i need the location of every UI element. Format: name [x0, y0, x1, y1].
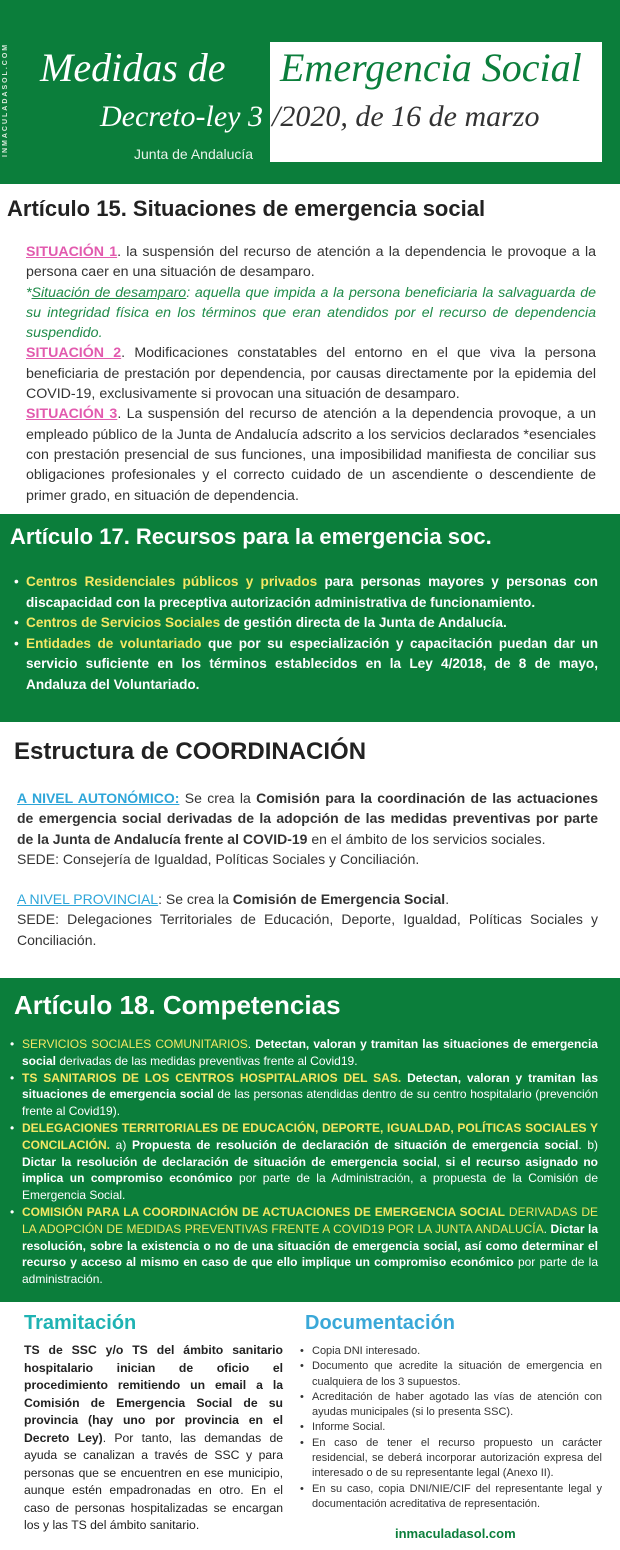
- paragraph: [26, 343, 596, 404]
- text-segment: : Se crea la: [158, 891, 233, 908]
- article-15-section: [0, 184, 620, 514]
- coordination-body: [17, 788, 598, 950]
- list-item: [12, 634, 598, 696]
- text-segment: por parte de la administración.: [22, 1255, 598, 1287]
- text-segment: para personas mayores y personas con discapacidad con la preceptiva autorización administrativa de funcionamiento.: [26, 574, 598, 610]
- text-segment: DERIVADAS DE LA ADOPCIÓN DE MEDIDAS PREVENTIVAS FRENTE A COVID19 POR LA JUNTA ANDALUCÍA: [22, 1204, 598, 1236]
- website-link[interactable]: inmaculadasol.com: [395, 1526, 516, 1541]
- article-15-body: [26, 242, 596, 506]
- label-link: A NIVEL AUTONÓMICO:: [17, 790, 180, 806]
- text-segment: Comisión de Emergencia Social: [232, 891, 446, 908]
- text-segment: . Modificaciones constatables del entorno en el que viva la persona beneficiaria de prestación por dependencia, por causas directamente por la epidemia del COVID-19, exclusivamente si provocan una situación de desamparo.: [26, 345, 596, 403]
- text-segment: Dictar la resolución de declaración de situación de emergencia social: [22, 1154, 437, 1169]
- list-item: [8, 1036, 598, 1070]
- text-segment: Comisión para la coordinación de las actuaciones de emergencia social derivadas de la adopción de las medidas preventivas por parte de la Junta de Andalucía frente al COVID-19: [17, 790, 598, 847]
- document-item: • En caso de tener el recurso propuesto un carácter residencial, se deberá incorporar autorización expresa del interesado o de su representante legal (Anexo II).: [298, 1436, 602, 1482]
- text-segment: TS SANITARIOS DE LOS CENTROS HOSPITALARIOS DEL SAS.: [22, 1070, 402, 1085]
- documentacion-list: [298, 1344, 602, 1512]
- paragraph: [26, 404, 596, 505]
- text-segment: .: [445, 891, 450, 908]
- text-segment: *: [26, 284, 32, 301]
- article-17-title: Artículo 17. Recursos para la emergencia soc.: [10, 524, 492, 549]
- label-link: A NIVEL PROVINCIAL: [17, 891, 159, 908]
- text-segment: derivadas de las medidas preventivas frente al Covid19.: [56, 1053, 358, 1068]
- paragraph: [17, 889, 598, 909]
- tramitacion-title: Tramitación: [24, 1312, 137, 1334]
- text-segment: de las personas atendidas dentro de su centro hospitalario (prevención frente al Covid19).: [22, 1087, 599, 1119]
- text-segment: .: [543, 1221, 551, 1236]
- document-item: • Acreditación de haber agotado las vías de atención con ayudas municipales (si lo presenta SSC).: [298, 1390, 602, 1421]
- paragraph: [17, 849, 598, 869]
- paragraph: [26, 283, 596, 344]
- title-part2: Emergencia Social: [280, 45, 582, 90]
- text-segment: Entidades de voluntariado: [26, 635, 202, 651]
- text-segment: Centros de Servicios Sociales: [26, 615, 221, 630]
- document-item: • Documento que acredite la situación de emergencia en cualquiera de los 3 supuestos.: [298, 1359, 602, 1390]
- header-banner: [0, 0, 620, 184]
- text-segment: en el ámbito de los servicios sociales.: [307, 830, 546, 847]
- text-segment: por parte de la Administración, a propuesta de la Comisión de Emergencia Social.: [22, 1171, 598, 1203]
- label-link: SITUACIÓN 1: [26, 244, 118, 260]
- text-segment: SERVICIOS SOCIALES COMUNITARIOS: [22, 1037, 248, 1051]
- text-segment: si el recurso asignado no implica un compromiso económico: [22, 1154, 598, 1186]
- text-segment: COMISIÓN PARA LA COORDINACIÓN DE ACTUACIONES DE EMERGENCIA SOCIAL: [22, 1204, 505, 1219]
- text-segment: DELEGACIONES TERRITORIALES DE EDUCACIÓN, DEPORTE, IGUALDAD, POLÍTICAS SOCIALES Y CONCILACIÓN.: [22, 1120, 598, 1152]
- coordination-section: [0, 722, 620, 978]
- subtitle-part1: Decreto-ley 3: [100, 100, 263, 133]
- text-segment: TS de SSC y/o TS del ámbito sanitario hospitalario inician de oficio el procedimiento remitiendo un email a la Comisión de Emergencia Social de su provincia (hay uno por provincia en el Decreto Ley): [24, 1343, 283, 1445]
- text-segment: : aquella que impida a la persona beneficiaria la salvaguarda de su integridad física en los términos que eran atendidos por el recurso de dependencia suspendido.: [26, 284, 596, 342]
- text-segment: . Por tanto, las demandas de ayuda se canalizan a través de SSC y para personas que se encuentren en ese municipio, aunque estén empadronadas en otro. En el caso de personas hospitalizadas se encargan los y las TS del ámbito sanitario.: [24, 1430, 283, 1532]
- text-segment: SEDE: Consejería de Igualdad, Políticas Sociales y Conciliación.: [17, 850, 420, 867]
- text-segment: SEDE: Delegaciones Territoriales de Educación, Deporte, Igualdad, Políticas Sociales y Conciliación.: [17, 911, 598, 948]
- text-segment: Dictar la resolución, sobre la existencia o no de una situación de emergencia social, así como determinar el recurso y acceso al mismo en caso de que ello implique un compromiso económico: [22, 1221, 598, 1270]
- text-segment: . La suspensión del recurso de atención a la dependencia provoque, a un empleado público de la Junta de Andalucía adscrito a los servicios declarados *esenciales con prestación presencial de sus funciones, una imposibilidad manifiesta de conciliar sus obligaciones profesionales y el correcto cuidado de un ascendiente o descendiente de primer grado, en situación de dependencia.: [26, 406, 596, 504]
- list-item: [8, 1120, 598, 1204]
- text-segment: Propuesta de resolución de declaración de situación de emergencia social: [131, 1137, 579, 1152]
- article-15-title: Artículo 15. Situaciones de emergencia social: [7, 196, 486, 221]
- paragraph: [17, 909, 598, 950]
- list-item: [8, 1204, 598, 1288]
- text-segment: Situación de desamparo: [31, 284, 187, 301]
- text-segment: .: [247, 1037, 256, 1051]
- bottom-section: [0, 1300, 620, 1550]
- label-link: SITUACIÓN 2: [26, 345, 122, 362]
- tramitacion-body: [24, 1342, 283, 1535]
- list-item: [8, 1070, 598, 1120]
- article-18-title: Artículo 18. Competencias: [14, 990, 341, 1020]
- article-17-list: [12, 572, 598, 695]
- text-segment: Centros Residenciales públicos y privados: [26, 574, 318, 589]
- text-segment: . la suspensión del recurso de atención a la dependencia le provoque a la persona caer en una situación de desamparo.: [26, 244, 596, 281]
- text-segment: que por su especialización y capacitación puedan dar un servicio suficiente en los términos establecidos en la Ley 4/2018, de 8 de mayo, Andaluza del Voluntariado.: [26, 635, 599, 692]
- label-link: SITUACIÓN 3: [26, 406, 118, 423]
- subtitle-part2: /2020, de 16 de marzo: [272, 100, 540, 133]
- list-item: [12, 572, 598, 613]
- article-18-list: [8, 1036, 598, 1288]
- article-18-section: [0, 978, 620, 1300]
- text-segment: Detectan, valoran y tramitan las situaciones de emergencia social: [22, 1070, 598, 1102]
- text-segment: . b): [578, 1137, 599, 1152]
- organization: Junta de Andalucía: [134, 146, 254, 162]
- document-item: • Informe Social.: [298, 1420, 602, 1435]
- paragraph: [17, 788, 598, 849]
- text-segment: Se crea la: [179, 790, 257, 806]
- text-segment: a): [110, 1137, 132, 1152]
- documentacion-title: Documentación: [305, 1312, 456, 1334]
- side-watermark: INMACULADASOL.COM: [2, 42, 9, 158]
- document-item: • En su caso, copia DNI/NIE/CIF del representante legal y documentación acreditativa de representación.: [298, 1482, 602, 1513]
- article-17-section: [0, 514, 620, 722]
- paragraph: [26, 242, 596, 283]
- text-segment: Detectan, valoran y tramitan las situaciones de emergencia social: [22, 1037, 598, 1068]
- list-item: [12, 613, 598, 634]
- document-item: • Copia DNI interesado.: [298, 1344, 602, 1359]
- text-segment: ,: [436, 1154, 446, 1169]
- title-part1: Medidas de: [40, 45, 226, 90]
- text-segment: de gestión directa de la Junta de Andalucía.: [220, 615, 507, 630]
- coordination-title: Estructura de COORDINACIÓN: [14, 738, 367, 765]
